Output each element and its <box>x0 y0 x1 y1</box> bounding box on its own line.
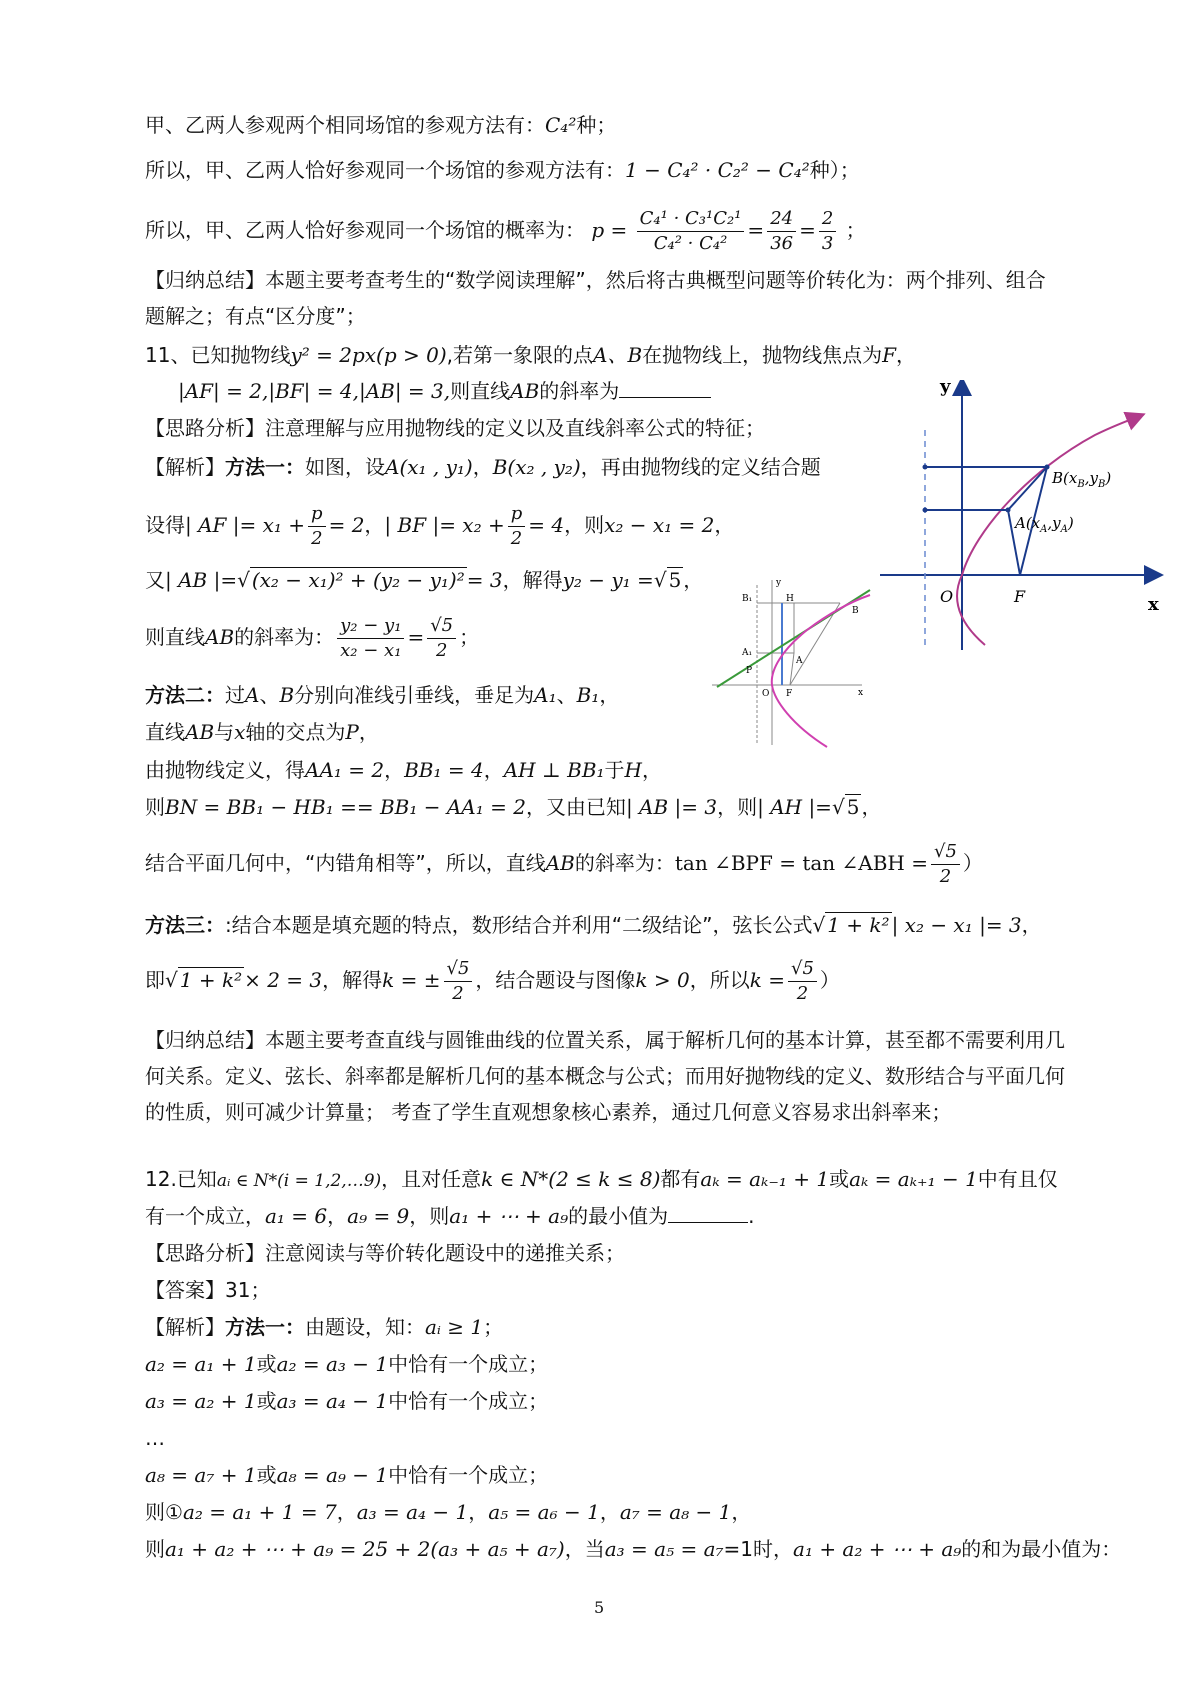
text: 中有且仅 <box>977 1167 1058 1191</box>
text: ） <box>819 968 840 992</box>
numerator: 2 <box>819 207 836 232</box>
math: A、B <box>593 343 643 367</box>
parabola-figure <box>880 380 1170 660</box>
math: AH ⊥ BB₁ <box>503 758 605 782</box>
problem-11-line-2 <box>178 376 711 406</box>
problem-12-line <box>145 1201 754 1231</box>
method-label: 方法一： <box>225 1315 305 1339</box>
math: BN = BB₁ − HB₁ == BB₁ − AA₁ = 2 <box>165 795 526 819</box>
parabola-figure-small <box>712 575 872 750</box>
numerator: C₄¹ · C₃¹C₂¹ <box>637 207 745 232</box>
math: a₂ = a₁ + 1 = 7 <box>182 1500 337 1524</box>
math: k = <box>749 968 785 992</box>
math: aₖ = aₖ₋₁ + 1 <box>700 1167 830 1191</box>
text: ， <box>861 795 882 819</box>
text: ，结合题设与图像 <box>475 968 636 992</box>
denominator: 2 <box>311 528 323 549</box>
text: 种； <box>576 113 617 137</box>
denominator: C₄² · C₄² <box>653 233 728 254</box>
sqrt-content: 5 <box>668 568 682 592</box>
text: 都有 <box>660 1167 701 1191</box>
solution-line <box>145 1349 548 1379</box>
math: x₂ − x₁ = 2 <box>604 513 715 537</box>
text: 则直线 <box>450 379 511 403</box>
text: 则 <box>145 1537 165 1561</box>
denominator: 3 <box>821 233 834 254</box>
text: 或 <box>829 1167 850 1191</box>
text: 即 <box>145 968 165 992</box>
math: a₁ + ⋯ + a₉ <box>449 1204 569 1228</box>
text: ， <box>683 568 704 592</box>
math: a₂ = a₁ + 1 <box>145 1352 257 1376</box>
fraction <box>444 957 473 1006</box>
math: a₁ + a₂ + ⋯ + a₉ <box>793 1537 962 1561</box>
parabola-curve <box>772 595 870 747</box>
text: ； <box>483 1315 504 1339</box>
math: k = ± <box>382 968 441 992</box>
text: ，则 <box>564 513 605 537</box>
text: 所以，甲、乙两人恰好参观同一个场馆的参观方法有： <box>145 158 625 182</box>
math: | AB |= <box>165 568 238 592</box>
text: 的斜率为： <box>234 625 335 649</box>
text: 11、已知抛物线 <box>145 343 291 367</box>
origin-label: O <box>940 587 954 606</box>
text: ， <box>896 343 917 367</box>
label-y: y <box>776 578 782 588</box>
math: a₅ = a₆ − 1 <box>488 1500 600 1524</box>
fraction <box>637 207 745 256</box>
denominator: 36 <box>770 233 794 254</box>
fraction <box>308 502 326 551</box>
math: a₈ = a₇ + 1 <box>145 1463 257 1487</box>
method2-line <box>145 680 619 710</box>
text: ，且对任意 <box>381 1167 482 1191</box>
label-h: H <box>786 594 794 604</box>
text: 12.已知 <box>145 1167 217 1191</box>
sqrt-content: 5 <box>846 795 860 819</box>
math: |AF| = 2,|BF| = 4,|AB| = 3, <box>178 379 451 403</box>
denominator: 2 <box>939 866 952 887</box>
math: a₉ = 9 <box>347 1204 410 1228</box>
text: 直线 <box>145 720 185 744</box>
answer-line: 【答案】31； <box>145 1278 271 1302</box>
math: A <box>245 683 260 707</box>
text: ， <box>364 513 385 537</box>
label-a: A <box>796 656 803 666</box>
analysis-line: 【思路分析】注意理解与应用抛物线的定义以及直线斜率公式的特征； <box>145 416 765 440</box>
math: AB <box>545 851 575 875</box>
text: ， <box>599 683 620 707</box>
numerator: 24 <box>767 207 796 232</box>
label-a1: A₁ <box>742 648 753 658</box>
summary-paragraph: 【归纳总结】本题主要考查考生的“数学阅读理解”，然后将古典概型问题等价转化为：两个排列、组合题解之；有点“区分度”； <box>145 268 1046 328</box>
text: 又 <box>145 568 165 592</box>
problem-12-line <box>145 1164 1058 1196</box>
text: ，再由抛物线的定义结合题 <box>580 455 821 479</box>
text: ， <box>358 720 379 744</box>
text: ，则 <box>409 1204 450 1228</box>
math: × 2 = 3 <box>244 968 323 992</box>
fraction <box>788 957 817 1006</box>
answer-blank <box>668 1202 748 1223</box>
text: 设得 <box>145 513 185 537</box>
math: AA₁ = 2 <box>305 758 385 782</box>
math: 1 − C₄² · C₂² − C₄² <box>625 158 810 182</box>
text: 、 <box>556 683 577 707</box>
math: P <box>345 720 359 744</box>
numerator: y₂ − y₁ <box>337 614 404 639</box>
math: A(x₁ , y₁) <box>385 455 473 479</box>
math: a₃ = a₅ = a₇ <box>604 1537 724 1561</box>
method3-line: 方法三：:结合本题是填充题的特点，数形结合并利用“二级结论”，弦长公式√ 1 + k² | x₂ − x₁ |= 3， <box>145 913 1042 937</box>
denominator: 2 <box>510 528 523 549</box>
text: . <box>748 1204 755 1228</box>
text: ，当 <box>564 1537 605 1561</box>
method3-line: 即√ 1 + k² × 2 = 3，解得k = ± $\frac{√5}{2}$ ，结合题设与图像k > 0，所以k = $\frac{√5}{2}$ ） <box>145 958 840 1004</box>
text: 则 <box>145 795 165 819</box>
math: a₈ = a₉ − 1 <box>276 1463 389 1487</box>
text: ， <box>384 758 405 782</box>
text: ,若第一象限的点 <box>446 343 594 367</box>
text: 轴的交点为 <box>245 720 346 744</box>
math: AB <box>205 625 235 649</box>
math: k ∈ N*(2 ≤ k ≤ 8) <box>481 1167 661 1191</box>
label-p: P <box>746 666 753 676</box>
solution-line <box>145 1386 548 1416</box>
answer-blank <box>619 377 711 398</box>
text: ， <box>483 758 504 782</box>
ellipsis-line: … <box>145 1426 165 1450</box>
denominator: x₂ − x₁ <box>340 640 402 661</box>
segment <box>790 603 840 685</box>
page-number: 5 <box>594 1598 605 1617</box>
text: ， <box>642 758 662 782</box>
text: ， <box>731 1500 752 1524</box>
math: a₃ = a₄ − 1 <box>356 1500 469 1524</box>
solution-line: 又| AB |=√ (x₂ − x₁)² + (y₂ − y₁)² = 3，解得y₂ − y₁ =√ 5 ， <box>145 568 704 592</box>
text: ； <box>845 218 866 242</box>
math: = <box>407 625 425 649</box>
math: B(x₂ , y₂) <box>492 455 581 479</box>
text: 中恰有一个成立； <box>388 1463 549 1487</box>
text: ） <box>962 851 983 875</box>
focus-label: F <box>1014 587 1026 606</box>
math: p = <box>591 218 628 242</box>
text: ； <box>459 625 480 649</box>
math: k > 0 <box>635 968 690 992</box>
math: F <box>882 343 897 367</box>
text: ， <box>1021 913 1042 937</box>
math: x <box>234 720 246 744</box>
text: 甲、乙两人参观两个相同场馆的参观方法有： <box>145 113 545 137</box>
text: ， <box>327 1204 348 1228</box>
denominator: 2 <box>435 640 448 661</box>
label-b: B <box>852 606 859 616</box>
numerator: √5 <box>931 840 960 865</box>
text: 的斜率为： <box>574 851 675 875</box>
x-label: x <box>1148 594 1159 615</box>
math: C₄² <box>545 113 577 137</box>
method2-line: 则BN = BB₁ − HB₁ == BB₁ − AA₁ = 2，又由已知| AB |= 3，则| AH |=√ 5 ， <box>145 795 882 819</box>
math: tan ∠BPF = tan ∠ABH = <box>674 851 928 875</box>
math: y² = 2px(p > 0) <box>290 343 447 367</box>
label-b1: B₁ <box>742 594 753 604</box>
text: 【解析】 <box>145 1315 225 1339</box>
fraction <box>931 840 960 889</box>
text: ， <box>472 455 493 479</box>
math: = 3 <box>466 568 503 592</box>
text: 则① <box>145 1500 183 1524</box>
math: AB <box>510 379 540 403</box>
numerator: p <box>508 502 526 527</box>
math: B₁ <box>576 683 600 707</box>
math: y₂ − y₁ = <box>562 568 654 592</box>
numerator: √5 <box>427 614 456 639</box>
text: 所以，甲、乙两人恰好参观同一个场馆的概率为： <box>145 218 585 242</box>
text: ， <box>714 513 735 537</box>
math: aₖ = aₖ₊₁ − 1 <box>849 1167 978 1191</box>
numerator: √5 <box>788 957 817 982</box>
text: 的最小值为 <box>568 1204 669 1228</box>
text: ，又由已知 <box>525 795 626 819</box>
summary-paragraph: 【归纳总结】本题主要考查直线与圆锥曲线的位置关系，属于解析几何的基本计算，甚至都不需要利用几何关系。定义、弦长、斜率都是解析几何的基本概念与公式；而用好抛物线的定义、数形结合与平面几何的性质，则可减少计算量； 考查了学生直观想象核心素养，通过几何意义容易求出斜率来； <box>145 1028 1065 1124</box>
numerator: √5 <box>444 957 473 982</box>
text: 与 <box>214 720 235 744</box>
text: 由抛物线定义，得 <box>145 758 305 782</box>
text: ，解得 <box>502 568 563 592</box>
solution-line <box>145 1312 503 1342</box>
text: ， <box>599 1500 620 1524</box>
text: ，解得 <box>322 968 383 992</box>
text: 如图，设 <box>305 455 385 479</box>
fraction <box>337 614 404 663</box>
sqrt-content: 1 + k² <box>827 913 890 937</box>
fraction <box>819 207 836 256</box>
solution-line <box>145 1534 1121 1564</box>
method2-line <box>145 755 662 785</box>
text: 的和为最小值为： <box>961 1537 1122 1561</box>
y-label: y <box>940 380 951 397</box>
text: 过 <box>225 683 245 707</box>
fraction <box>767 207 796 256</box>
math: BB₁ = 4 <box>404 758 484 782</box>
text: 则直线 <box>145 625 205 649</box>
point-a <box>1006 508 1011 513</box>
point-b-label: $B(x_B,y_B)$ <box>1052 469 1112 490</box>
label-f: F <box>786 689 793 699</box>
math: A₁ <box>534 683 557 707</box>
point-b <box>1045 465 1050 470</box>
math: | AB |= 3 <box>625 795 718 819</box>
math: | x₂ − x₁ |= 3 <box>891 913 1022 937</box>
method-label: 方法一： <box>225 455 305 479</box>
math: aᵢ ∈ N*(i = 1,2,…9) <box>216 1171 382 1191</box>
math: a₂ = a₃ − 1 <box>276 1352 389 1376</box>
math: a₁ = 6 <box>265 1204 328 1228</box>
analysis-line: 【思路分析】注意阅读与等价转化题设中的递推关系； <box>145 1241 625 1265</box>
text: ，则 <box>717 795 758 819</box>
math: a₃ = a₄ − 1 <box>276 1389 389 1413</box>
method-label: 方法三： <box>145 913 225 937</box>
math: H <box>624 758 642 782</box>
text: ，所以 <box>689 968 750 992</box>
denominator: 2 <box>452 983 464 1004</box>
solution-line <box>145 605 479 669</box>
text: 分别向准线引垂线，垂足为 <box>294 683 535 707</box>
text: 有一个成立， <box>145 1204 265 1228</box>
math: | AH |= <box>757 795 832 819</box>
label-o: O <box>762 689 770 699</box>
math: = 4 <box>528 513 565 537</box>
solution-line <box>145 452 821 482</box>
math: a₁ + a₂ + ⋯ + a₉ = 25 + 2(a₃ + a₅ + a₇) <box>165 1537 565 1561</box>
sqrt-content: (x₂ − x₁)² + (y₂ − y₁)² <box>251 568 465 592</box>
method2-line <box>145 717 379 747</box>
text: 、 <box>259 683 280 707</box>
problem-11-line <box>145 340 916 370</box>
text: 的斜率为 <box>539 379 620 403</box>
math: | BF |= x₂ + <box>384 513 505 537</box>
text-line <box>145 110 616 140</box>
solution-line <box>145 1460 548 1490</box>
text: ， <box>468 1500 489 1524</box>
text: 种）； <box>809 158 860 182</box>
text: 或 <box>256 1389 277 1413</box>
fraction <box>427 614 456 663</box>
text: 中恰有一个成立； <box>388 1389 549 1413</box>
sqrt-content: 1 + k² <box>179 968 243 992</box>
math: a₃ = a₂ + 1 <box>145 1389 257 1413</box>
numerator: p <box>308 502 326 527</box>
text-line <box>145 155 860 185</box>
text: 中恰有一个成立； <box>388 1352 549 1376</box>
math: a₇ = a₈ − 1 <box>619 1500 732 1524</box>
text: 【解析】 <box>145 455 225 479</box>
math: = 2 <box>328 513 365 537</box>
text: ， <box>336 1500 357 1524</box>
math: | AF |= x₁ + <box>185 513 306 537</box>
text: 或 <box>256 1352 277 1376</box>
denominator: 2 <box>796 983 809 1004</box>
math: aᵢ ≥ 1 <box>425 1315 484 1339</box>
fraction <box>508 502 526 551</box>
text: =1时， <box>723 1537 794 1561</box>
foot-b1 <box>923 465 928 470</box>
text-line: 所以，甲、乙两人恰好参观同一个场馆的概率为： p = $\frac{\text{C₄¹ · C₃¹C₂¹}}{\text{C₄² · C₄²}}$ = $\frac{24}{36}$ = $\frac{2}{3}$ ； <box>145 208 866 254</box>
text: 或 <box>256 1463 277 1487</box>
text: 由题设，知： <box>305 1315 425 1339</box>
text: :结合本题是填充题的特点，数形结合并利用“二级结论”，弦长公式 <box>225 913 813 937</box>
label-x: x <box>858 688 864 698</box>
text: 于 <box>604 758 625 782</box>
math: B <box>279 683 295 707</box>
text: 在抛物线上，抛物线焦点为 <box>642 343 883 367</box>
method-label: 方法二： <box>145 683 225 707</box>
text: 结合平面几何中，“内错角相等”，所以，直线 <box>145 851 546 875</box>
foot-a1 <box>923 508 928 513</box>
math: AB <box>185 720 215 744</box>
method2-line <box>145 833 983 893</box>
point-a-label: $A(x_A,y_A)$ <box>1015 514 1074 535</box>
solution-line <box>145 495 734 555</box>
solution-line <box>145 1497 751 1527</box>
